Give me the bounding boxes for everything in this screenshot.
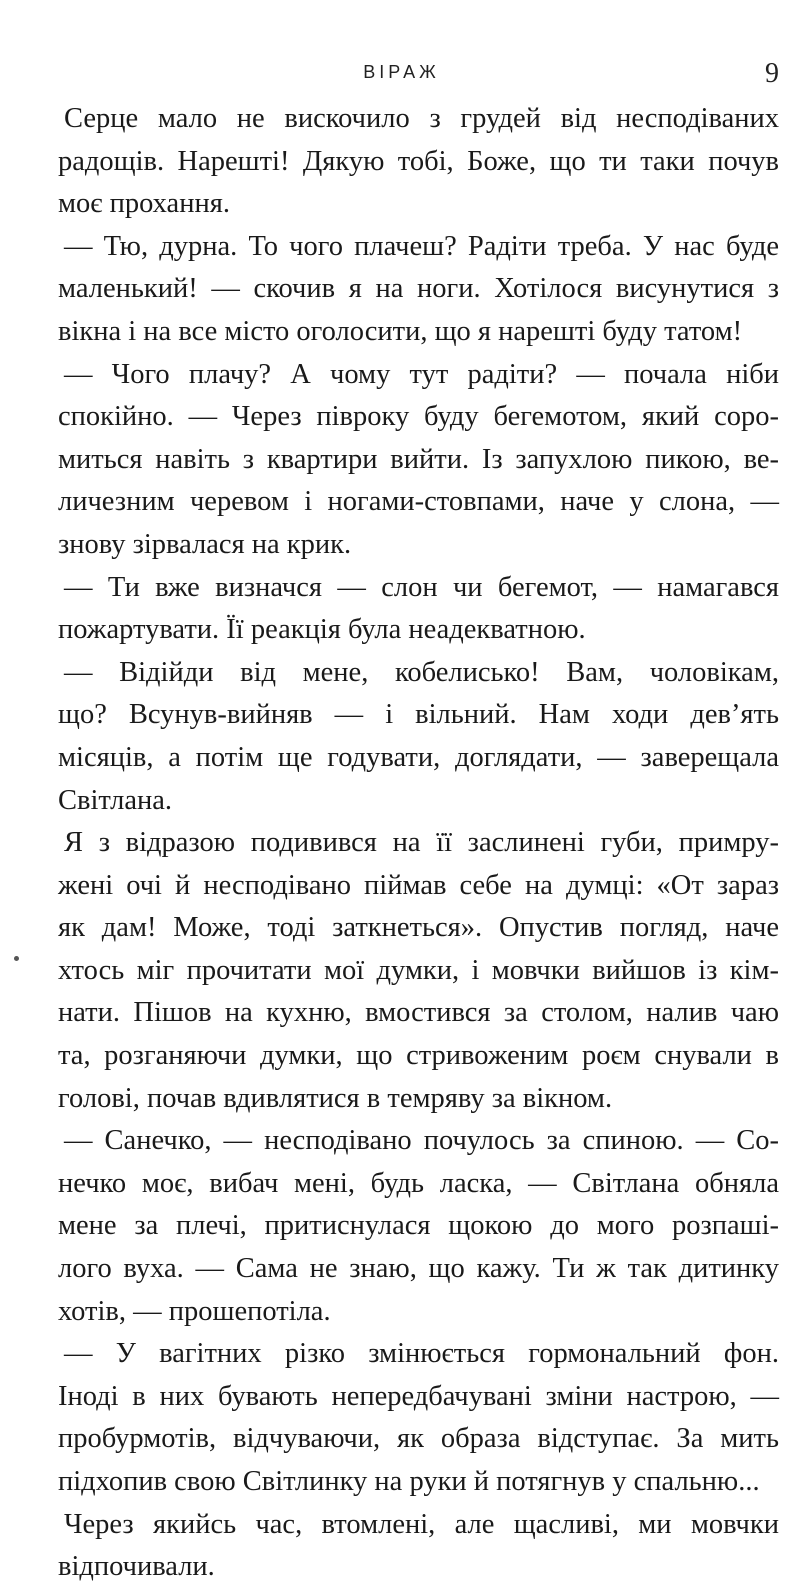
text-line: мене за плечі, притиснулася щокою до мого розпаші-	[58, 1210, 779, 1242]
running-title: ВІРАЖ	[363, 62, 440, 82]
text-line: маленький! — скочив я на ноги. Хотілося висунутися з	[58, 273, 779, 305]
paragraph	[58, 98, 779, 226]
text-line: — Відійди від мене, кобелисько! Вам, чоловікам,	[64, 656, 779, 688]
text-line: вікна і на все місто оголосити, що я нарешті буду татом!	[58, 315, 743, 347]
paragraph	[58, 226, 779, 354]
text-line: хтось міг прочитати мої думки, і мовчки вийшов із кім-	[58, 954, 779, 986]
text-line: Через якийсь час, втомлені, але щасливі, ми мовчки	[64, 1508, 779, 1540]
text-line: — Санечко, — несподівано почулось за спиною. — Со-	[64, 1125, 779, 1157]
text-line: знову зірвалася на крик.	[58, 528, 352, 560]
text-line: хотів, — прошепотіла.	[58, 1295, 331, 1327]
paragraph	[58, 567, 779, 652]
text-line: моє прохання.	[58, 188, 230, 220]
text-line: місяців, а потім ще годувати, доглядати, — заверещала	[58, 741, 779, 773]
text-line: як дам! Може, тоді заткнеться». Опустив погляд, наче	[58, 912, 779, 944]
text-line: спокійно. — Через півроку буду бегемотом, який соро-	[58, 401, 779, 433]
text-line: радощів. Нарешті! Дякую тобі, Боже, що ти таки почув	[58, 145, 779, 177]
text-line: личезним черевом і ногами-стовпами, наче у слона, —	[58, 486, 779, 518]
paragraph	[58, 1504, 779, 1589]
text-line: підхопив свою Світлинку на руки й потягнув у спальню...	[58, 1466, 760, 1497]
text-line: нати. Пішов на кухню, вмостився за столом, налив чаю	[58, 997, 779, 1029]
paragraph	[58, 652, 779, 822]
body-text	[58, 98, 779, 1589]
text-line: жені очі й несподівано піймав себе на думці: «От зараз	[58, 869, 779, 901]
text-line: пожартувати. Її реакція була неадекватною.	[58, 614, 586, 646]
text-line: Я з відразою подивився на її заслинені губи, примру-	[64, 827, 779, 859]
text-line: Іноді в них бувають непередбачувані зміни настрою, —	[58, 1380, 779, 1412]
text-line: Серце мало не вискочило з грудей від несподіваних	[64, 103, 779, 134]
text-line: що? Всунув-вийняв — і вільний. Нам ходи дев’ять	[58, 699, 779, 731]
text-line: — Ти вже визначся — слон чи бегемот, — намагався	[64, 571, 779, 603]
text-line: пробурмотів, відчуваючи, як образа відступає. За мить	[58, 1423, 779, 1455]
text-line: — Тю, дурна. То чого плачеш? Радіти треба. У нас буде	[64, 230, 779, 262]
text-line: та, розганяючи думки, що стривоженим роєм снували в	[58, 1040, 779, 1072]
text-line: Світлана.	[58, 784, 173, 816]
paragraph	[58, 354, 779, 567]
text-line: голові, почав вдивлятися в темряву за вікном.	[58, 1082, 613, 1114]
text-line: — У вагітних різко змінюється гормональний фон.	[64, 1338, 779, 1370]
running-header	[0, 58, 803, 92]
text-line: нечко моє, вибач мені, будь ласка, — Світлана обняла	[58, 1167, 779, 1199]
page-number: 9	[765, 58, 779, 89]
text-line: миться навіть з квартири вийти. Із запухлою пикою, ве-	[58, 443, 779, 475]
text-line: лого вуха. — Сама не знаю, що кажу. Ти ж так дитинку	[58, 1253, 779, 1285]
margin-dot	[14, 956, 19, 961]
paragraph	[58, 822, 779, 1120]
paragraph	[58, 1120, 779, 1333]
text-line: — Чого плачу? А чому тут радіти? — почала ніби	[64, 358, 779, 390]
paragraph	[58, 1333, 779, 1503]
text-line: відпочивали.	[58, 1551, 215, 1583]
